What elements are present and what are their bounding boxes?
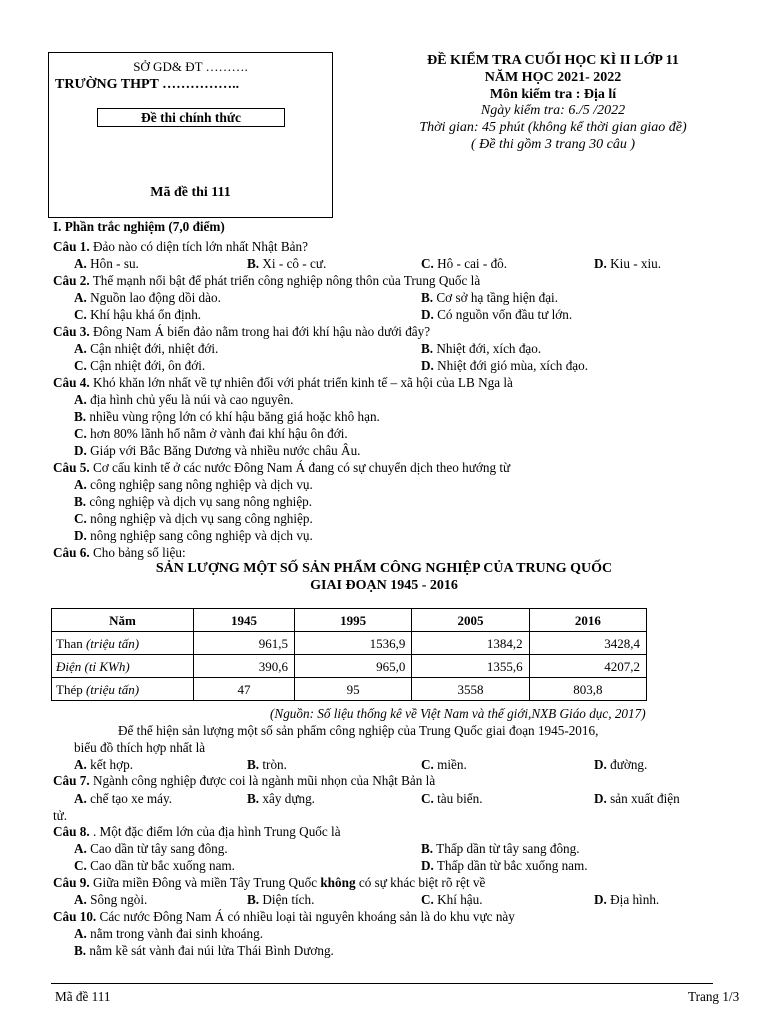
table-row (52, 632, 647, 655)
option-text: Hôn - su. (90, 256, 139, 271)
question-text: Giữa miền Đông và miền Tây Trung Quốc (92, 875, 318, 890)
question-text: . Một đặc điểm lớn của địa hình Trung Quốc là (92, 824, 341, 839)
question-label: Câu 6. (53, 545, 90, 560)
option-d: D. nông nghiệp sang công nghiệp và dịch vụ. (74, 528, 313, 543)
table-cell: 3558 (412, 678, 529, 701)
footer-divider (51, 983, 713, 984)
question-label: Câu 8. (53, 824, 90, 839)
question-3 (53, 323, 430, 340)
department-label: SỞ GD& ĐT ………. (133, 59, 248, 74)
table-subtitle: GIAI ĐOẠN 1945 - 2016 (310, 578, 458, 593)
option-b: B. công nghiệp và dịch vụ sang nông nghiệp. (74, 494, 313, 509)
exam-heading (340, 53, 766, 154)
option-d: D. Nhiệt đới gió mùa, xích đạo. (421, 358, 589, 373)
option-text: Xi - cô - cư. (262, 256, 327, 271)
table-source: (Nguồn: Số liệu thống kê về Việt Nam và thế giới,NXB Giáo dục, 2017) (270, 706, 646, 721)
question-label: Câu 4. (53, 375, 90, 390)
question-text: Cho bảng số liệu: (92, 545, 186, 560)
option-a: A. chế tạo xe máy. (74, 791, 173, 806)
table-header-row (52, 609, 647, 632)
question-text: Để thể hiện sản lượng một số sản phẩm công nghiệp của Trung Quốc giai đoạn 1945-2016, (118, 723, 599, 738)
option-text: Nhiệt đới gió mùa, xích đạo. (437, 358, 589, 373)
option-text: Địa hình. (610, 892, 660, 907)
question-6 (53, 544, 186, 561)
option-b: B. Cơ sở hạ tầng hiện đại. (421, 290, 559, 305)
option-b: B. Diện tích. (247, 892, 315, 907)
option-text: nhiều vùng rộng lớn có khí hậu băng giá hoặc khô hạn. (89, 409, 380, 424)
option-text: công nghiệp và dịch vụ sang nông nghiệp. (89, 494, 313, 509)
question-text: Cơ cấu kinh tế ở các nước Đông Nam Á đang có sự chuyển dịch theo hướng từ (92, 460, 511, 475)
option-b: B. tròn. (247, 757, 287, 772)
option-d: D. Thấp dần từ bắc xuống nam. (421, 858, 588, 873)
option-d: D. Có nguồn vốn đầu tư lớn. (421, 307, 573, 322)
table-cell: 803,8 (529, 678, 646, 701)
question-text: Ngành công nghiệp được coi là ngành mũi nhọn của Nhật Bản là (92, 773, 436, 788)
table-title: SẢN LƯỢNG MỘT SỐ SẢN PHẨM CÔNG NGHIỆP CỦA TRUNG QUỐC (155, 561, 613, 576)
question-text: Đông Nam Á biển đảo nằm trong hai đới khí hậu nào dưới đây? (92, 324, 431, 339)
option-d: D. đường. (594, 757, 648, 772)
footer-page-number: Trang 1/3 (688, 989, 740, 1004)
table-header-cell: 2005 (412, 609, 529, 632)
table-cell: 1536,9 (295, 632, 412, 655)
exam-duration: Thời gian: 45 phút (không kể thời gian giao đề) (419, 120, 687, 136)
row-label: Thép (triệu tấn) (52, 678, 194, 701)
option-text: nằm trong vành đai sinh khoáng. (90, 926, 263, 941)
option-a: A. nằm trong vành đai sinh khoáng. (74, 926, 263, 941)
school-year: NĂM HỌC 2021- 2022 (484, 69, 622, 85)
option-c: C. hơn 80% lãnh hổ nằm ở vành đai khí hậu ôn đới. (74, 426, 348, 441)
question-label: Câu 1. (53, 239, 90, 254)
option-text: Giáp với Bắc Băng Dương và nhiều nước châu Âu. (90, 443, 361, 458)
exam-subject: Môn kiểm tra : Địa lí (489, 86, 617, 102)
table-row (52, 678, 647, 701)
question-10 (53, 908, 515, 925)
option-text: công nghiệp sang nông nghiệp và dịch vụ. (90, 477, 313, 492)
question-text: có sự khác biệt rõ rệt về (358, 875, 486, 890)
option-text: Cận nhiệt đới, ôn đới. (90, 358, 206, 373)
option-a: A. Cao dần từ tây sang đông. (74, 841, 228, 856)
question-1 (53, 238, 308, 255)
school-header-box (48, 52, 333, 218)
option-b: B. Xi - cô - cư. (247, 256, 327, 271)
option-a: A. kết hợp. (74, 757, 133, 772)
option-text: miền. (437, 757, 467, 772)
option-c: C. Khí hậu. (421, 892, 483, 907)
question-text: Đảo nào có diện tích lớn nhất Nhật Bản? (92, 239, 308, 254)
option-text: Cao dần từ tây sang đông. (90, 841, 228, 856)
option-b: B. Thấp dần từ tây sang đông. (421, 841, 580, 856)
option-text: đường. (610, 757, 648, 772)
exam-code: Mã đề thi 111 (150, 185, 231, 200)
question-text: biểu đồ thích hợp nhất là (74, 740, 206, 755)
option-text: sản xuất điện (610, 791, 680, 806)
table-header-cell: 2016 (529, 609, 646, 632)
option-a: A. Nguồn lao động dồi dào. (74, 290, 221, 305)
option-text: Nguồn lao động dồi dào. (90, 290, 221, 305)
question-label: Câu 10. (53, 909, 97, 924)
question-8 (53, 823, 341, 840)
row-label: Than (triệu tấn) (52, 632, 194, 655)
question-5 (53, 459, 510, 476)
row-label: Điện (tỉ KWh) (52, 655, 194, 678)
option-text: nông nghiệp sang công nghiệp và dịch vụ. (90, 528, 313, 543)
option-text: tàu biển. (437, 791, 483, 806)
exam-title: ĐỀ KIỂM TRA CUỐI HỌC KÌ II LỚP 11 (427, 53, 679, 68)
option-text: Cao dần từ bắc xuống nam. (90, 858, 235, 873)
question-2 (53, 272, 480, 289)
table-cell: 3428,4 (529, 632, 646, 655)
option-text: hơn 80% lãnh hổ nằm ở vành đai khí hậu ôn đới. (90, 426, 348, 441)
question-7 (53, 772, 435, 789)
table-header-cell: 1945 (194, 609, 295, 632)
option-text: tròn. (262, 757, 287, 772)
option-d: D. Kiu - xiu. (594, 256, 662, 271)
option-text: Kiu - xiu. (610, 256, 662, 271)
table-cell: 4207,2 (529, 655, 646, 678)
table-cell: 1384,2 (412, 632, 529, 655)
option-text: Khí hậu khá ổn định. (90, 307, 202, 322)
option-b: B. nhiều vùng rộng lớn có khí hậu băng giá hoặc khô hạn. (74, 409, 380, 424)
table-cell: 961,5 (194, 632, 295, 655)
option-text: kết hợp. (90, 757, 133, 772)
option-text: Nhiệt đới, xích đạo. (436, 341, 542, 356)
option-b: B. Nhiệt đới, xích đạo. (421, 341, 542, 356)
exam-page-count: ( Đề thi gồm 3 trang 30 câu ) (470, 136, 636, 152)
option-text: Có nguồn vốn đầu tư lớn. (437, 307, 573, 322)
option-text: nằm kề sát vành đai núi lửa Thái Bình Dương. (89, 943, 334, 958)
option-c: C. nông nghiệp và dịch vụ sang công nghiệp. (74, 511, 313, 526)
option-text: chế tạo xe máy. (90, 791, 173, 806)
option-d: D. Giáp với Bắc Băng Dương và nhiều nước châu Âu. (74, 443, 361, 458)
option-text: Thấp dần từ bắc xuống nam. (436, 858, 588, 873)
option-a: A. Sông ngòi. (74, 892, 148, 907)
question-text: Các nước Đông Nam Á có nhiều loại tài nguyên khoáng sản là do khu vực này (99, 909, 515, 924)
option-d: D. Địa hình. (594, 892, 660, 907)
table-cell: 390,6 (194, 655, 295, 678)
table-header-cell: Năm (52, 609, 194, 632)
question-4 (53, 374, 513, 391)
question-text: Thế mạnh nổi bật để phát triển công nghiệp nông thôn của Trung Quốc là (92, 273, 481, 288)
option-d: D. sản xuất điện (594, 791, 680, 806)
option-text: Cơ sở hạ tầng hiện đại. (436, 290, 559, 305)
question-label: Câu 3. (53, 324, 90, 339)
option-text: Khí hậu. (437, 892, 483, 907)
exam-date: Ngày kiểm tra: 6./5 /2022 (480, 103, 626, 119)
data-table (51, 608, 647, 701)
option-text: Diện tích. (262, 892, 315, 907)
question-emphasis: không (320, 875, 356, 890)
question-label: Câu 2. (53, 273, 90, 288)
option-text: địa hình chủ yếu là núi và cao nguyên. (90, 392, 294, 407)
table-row (52, 655, 647, 678)
option-b: B. xây dựng. (247, 791, 315, 806)
table-cell: 1355,6 (412, 655, 529, 678)
option-text: xây dựng. (262, 791, 315, 806)
option-text: Sông ngòi. (90, 892, 148, 907)
table-cell: 47 (194, 678, 295, 701)
option-c: C. tàu biển. (421, 791, 483, 806)
option-a: A. Hôn - su. (74, 256, 139, 271)
question-text: Khó khăn lớn nhất về tự nhiên đối với phát triển kinh tế – xã hội của LB Nga là (92, 375, 513, 390)
option-text: nông nghiệp và dịch vụ sang công nghiệp. (90, 511, 313, 526)
question-label: Câu 7. (53, 773, 90, 788)
option-c: C. Khí hậu khá ổn định. (74, 307, 202, 322)
school-name: TRƯỜNG THPT …………….. (55, 77, 240, 92)
option-d-continued: tử. (53, 808, 68, 823)
option-text: Cận nhiệt đới, nhiệt đới. (90, 341, 219, 356)
option-c: C. miền. (421, 757, 467, 772)
table-cell: 965,0 (295, 655, 412, 678)
question-label: Câu 9. (53, 875, 90, 890)
option-text: Thấp dần từ tây sang đông. (436, 841, 580, 856)
section-heading: I. Phần trắc nghiệm (7,0 điểm) (53, 219, 225, 234)
question-label: Câu 5. (53, 460, 90, 475)
option-b: B. nằm kề sát vành đai núi lửa Thái Bình Dương. (74, 943, 334, 958)
option-a: A. địa hình chủ yếu là núi và cao nguyên. (74, 392, 294, 407)
question-9 (53, 874, 485, 891)
table-header-cell: 1995 (295, 609, 412, 632)
option-c: C. Cao dần từ bắc xuống nam. (74, 858, 235, 873)
official-exam-label: Đề thi chính thức (97, 108, 285, 127)
option-a: A. công nghiệp sang nông nghiệp và dịch vụ. (74, 477, 313, 492)
option-a: A. Cận nhiệt đới, nhiệt đới. (74, 341, 219, 356)
option-c: C. Cận nhiệt đới, ôn đới. (74, 358, 206, 373)
option-text: Hô - cai - đô. (437, 256, 508, 271)
option-c: C. Hô - cai - đô. (421, 256, 508, 271)
table-cell: 95 (295, 678, 412, 701)
footer-exam-code: Mã đề 111 (55, 989, 111, 1004)
